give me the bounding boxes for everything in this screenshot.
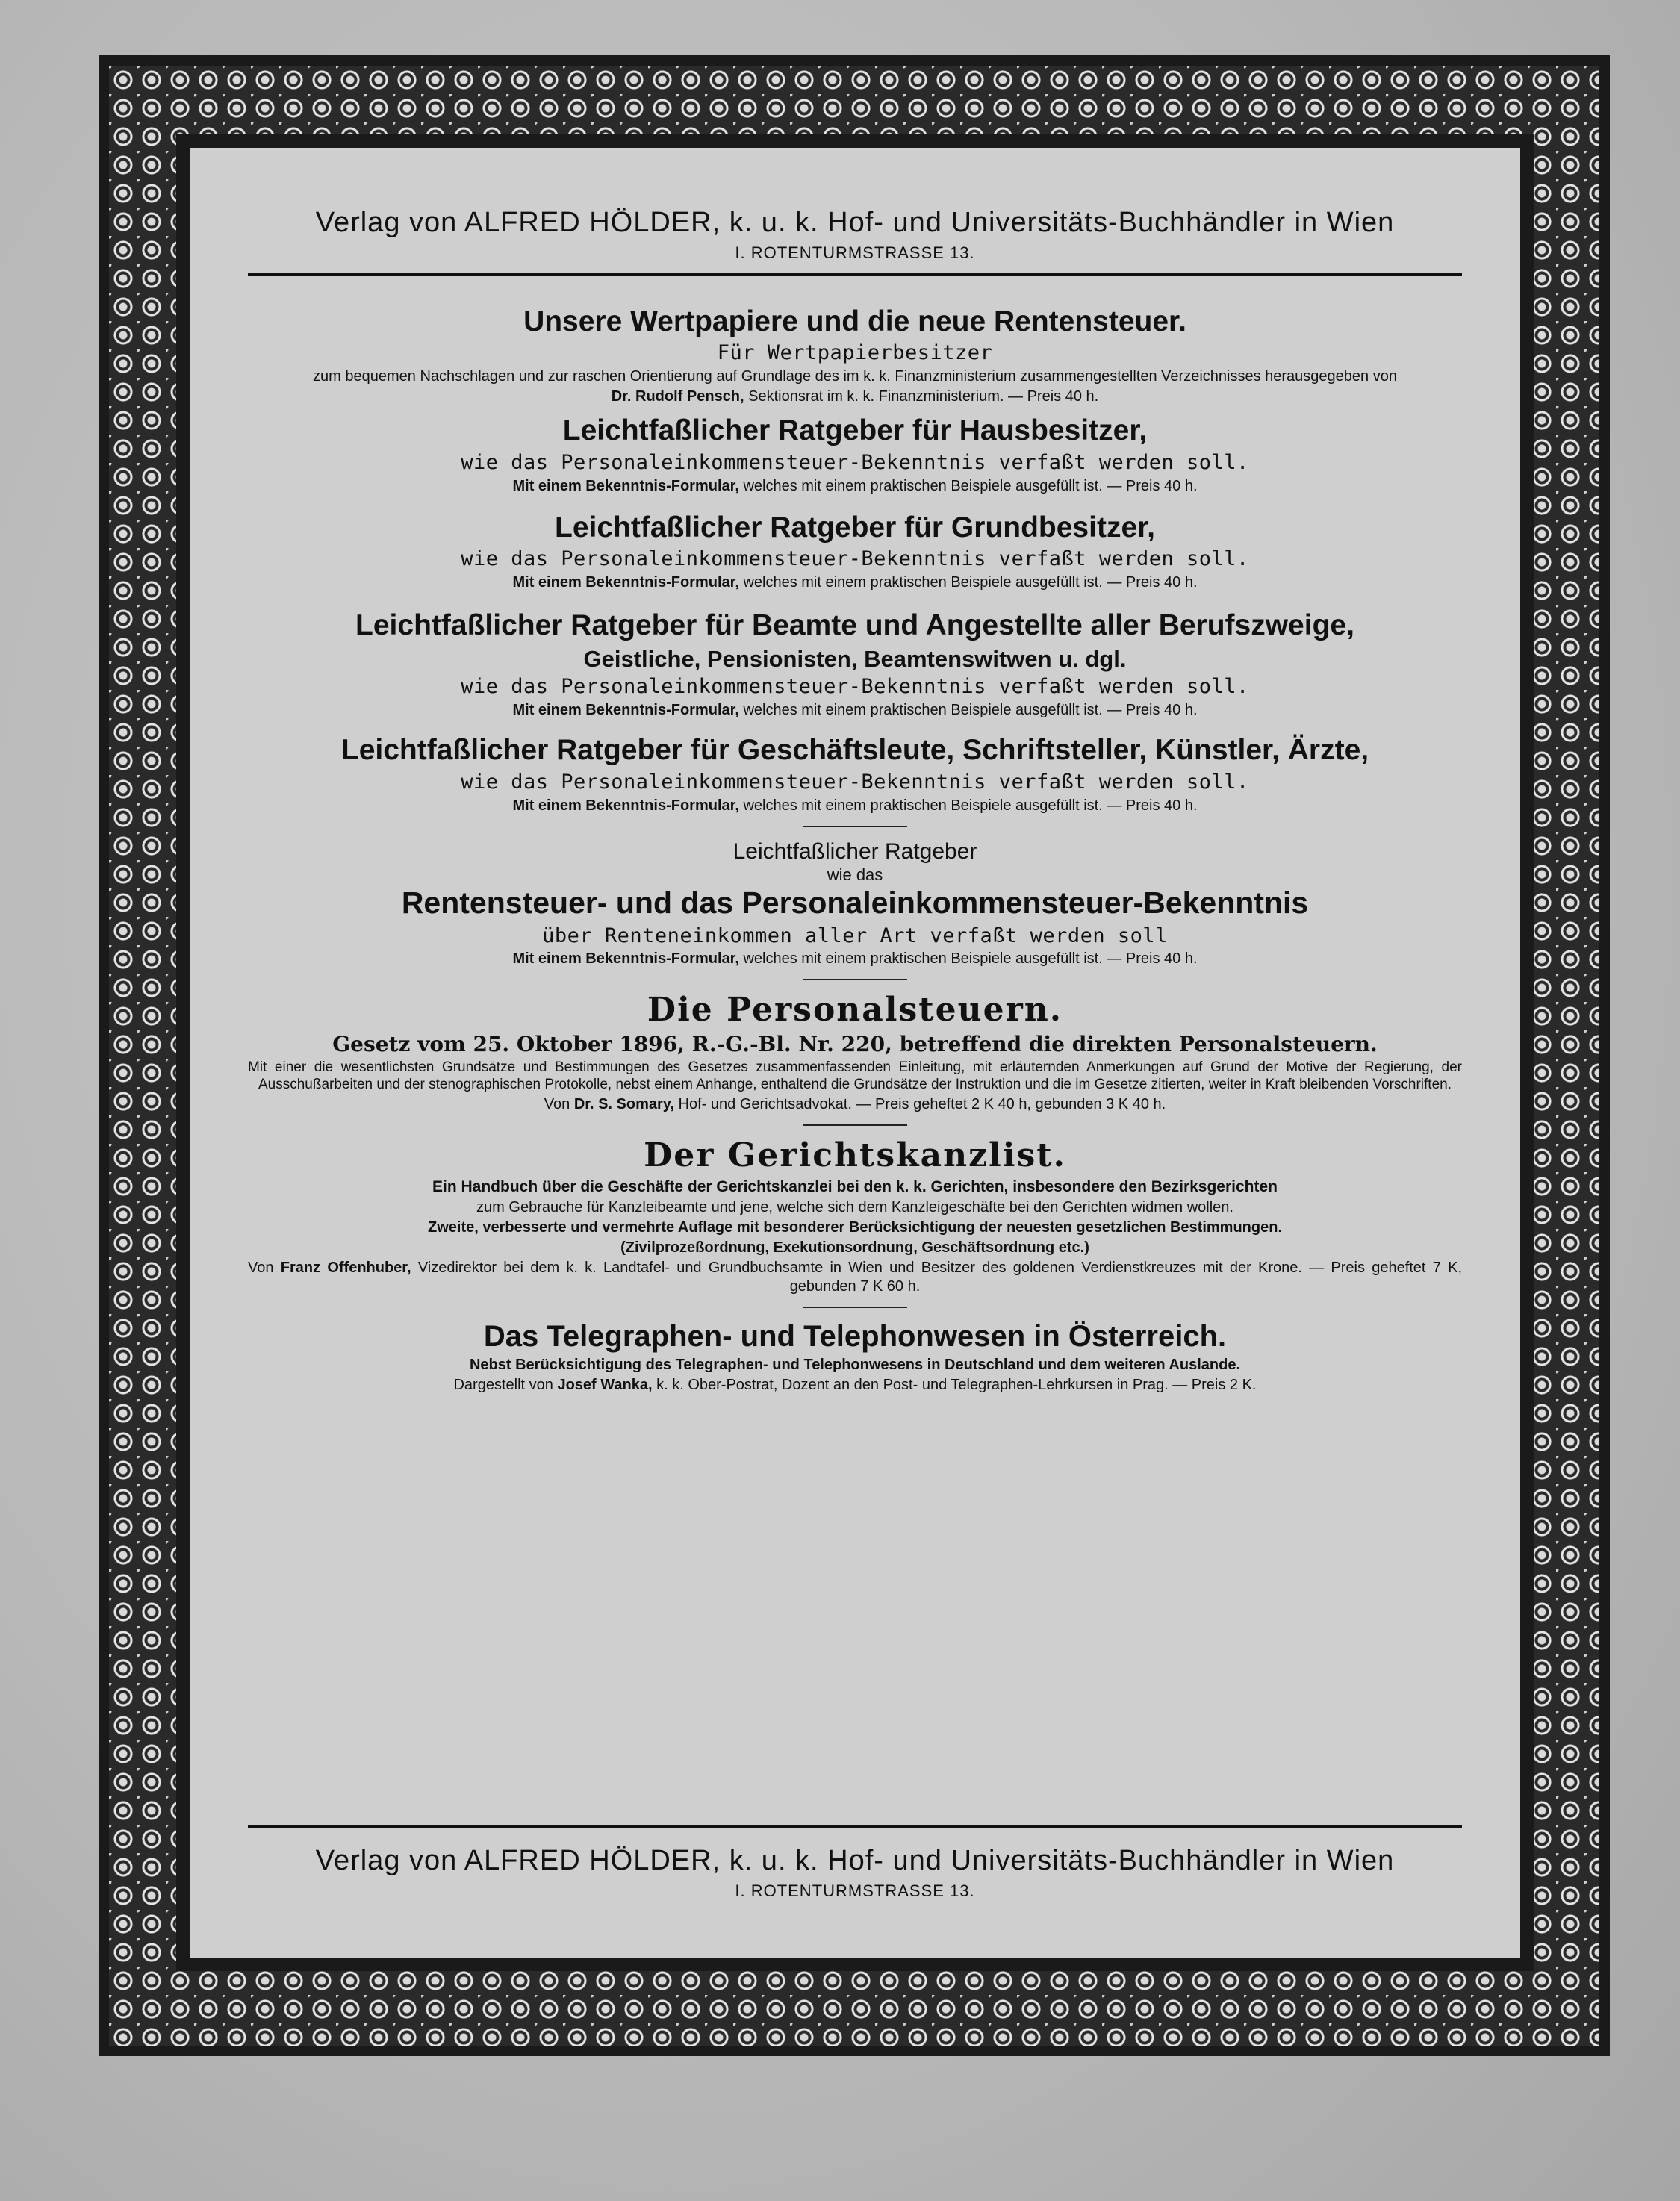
- separator-rule: [803, 1124, 907, 1126]
- book-grundbesitzer: [248, 511, 1462, 593]
- book-formular-line: [248, 950, 1462, 968]
- book-rentensteuer-bekenntnis: [248, 838, 1462, 969]
- book-line: über Renteneinkommen aller Art verfaßt werden soll: [542, 924, 1168, 947]
- book-author: Franz Offenhuber,: [280, 1260, 411, 1277]
- book-author: Josef Wanka,: [557, 1377, 653, 1394]
- book-formular-rest: welches mit einem praktischen Beispiele ausgefüllt ist. — Preis 40 h.: [743, 701, 1198, 718]
- footer: [248, 1825, 1462, 1901]
- book-line: wie das Personaleinkommensteuer-Bekenntnis verfaßt werden soll.: [461, 450, 1249, 474]
- book-author: Dr. Rudolf Pensch,: [611, 388, 744, 405]
- book-formular: Mit einem Bekenntnis-Formular,: [512, 950, 739, 968]
- book-subtitle: Geistliche, Pensionisten, Beamtenswitwen u. dgl.: [583, 646, 1127, 673]
- book-formular-line: [248, 573, 1462, 592]
- header-address: I. ROTENTURMSTRASSE 13.: [735, 243, 975, 262]
- separator-rule: [803, 826, 907, 827]
- book-author-rest: Vizedirektor bei dem k. k. Landtafel- und Grundbuchsamte in Wien und Besitzer des goldenen Verdienstkreuzes mit der Krone. — Preis geheftet 7 K, gebunden 7 K 60 h.: [417, 1260, 1463, 1295]
- book-subtitle: Für Wertpapierbesitzer: [717, 341, 993, 365]
- book-formular-rest: welches mit einem praktischen Beispiele ausgefüllt ist. — Preis 40 h.: [743, 950, 1198, 968]
- book-author-pre: Von: [544, 1096, 570, 1113]
- book-author-rest: k. k. Ober-Postrat, Dozent an den Post- und Telegraphen-Lehrkursen in Prag. — Preis 2 K.: [656, 1377, 1257, 1394]
- book-line: wie das Personaleinkommensteuer-Bekenntnis verfaßt werden soll.: [461, 675, 1249, 699]
- book-gerichtskanzlist: [248, 1136, 1462, 1296]
- book-telegraphen: [248, 1319, 1462, 1395]
- book-author-line: [248, 387, 1462, 406]
- book-rentensteuer: [248, 305, 1462, 407]
- separator-rule: [803, 1307, 907, 1308]
- book-author-line: [248, 1376, 1462, 1395]
- book-title: Rentensteuer- und das Personaleinkommensteuer-Bekenntnis: [401, 885, 1309, 921]
- book-formular: Mit einem Bekenntnis-Formular,: [512, 701, 739, 718]
- book-title: Leichtfaßlicher Ratgeber für Geschäftsleute, Schriftsteller, Künstler, Ärzte,: [340, 733, 1369, 766]
- book-line: wie das Personaleinkommensteuer-Bekenntnis verfaßt werden soll.: [461, 770, 1249, 794]
- book-formular-rest: welches mit einem praktischen Beispiele ausgefüllt ist. — Preis 40 h.: [743, 477, 1198, 494]
- book-description: Mit einer die wesentlichsten Grundsätze und Bestimmungen des Gesetzes zusammenfassenden Einleitung, mit erläuternden Anmerkungen auf Grund der Motive der Regierung, der Ausschußarbeiten und der stenographischen Protokolle, nebst einem Anhange, enthaltend die Grundsätze der Instruktion und die im Gesetze zitierten, weiter in Kraft bleibenden Vorschriften.: [248, 1059, 1462, 1093]
- book-pre-title: Leichtfaßlicher Ratgeber: [732, 838, 977, 864]
- book-author-rest: Sektionsrat im k. k. Finanzministerium. — Preis 40 h.: [748, 388, 1099, 405]
- book-subtitle: Gesetz vom 25. Oktober 1896, R.-G.-Bl. Nr. 220, betreffend die direkten Personalsteuern.: [332, 1032, 1378, 1057]
- book-line: wie das Personaleinkommensteuer-Bekenntnis verfaßt werden soll.: [461, 547, 1249, 571]
- book-author-pre: Dargestellt von: [453, 1377, 553, 1394]
- book-title: Leichtfaßlicher Ratgeber für Beamte und Angestellte aller Berufszweige,: [355, 609, 1354, 642]
- book-author-rest: Hof- und Gerichtsadvokat. — Preis geheftet 2 K 40 h, gebunden 3 K 40 h.: [678, 1096, 1166, 1113]
- book-edition: Zweite, verbesserte und vermehrte Auflage mit besonderer Berücksichtigung der neuesten gesetzlichen Bestimmungen.: [427, 1219, 1282, 1236]
- book-title: Leichtfaßlicher Ratgeber für Grundbesitzer,: [555, 511, 1155, 544]
- book-description: zum Gebrauche für Kanzleibeamte und jene, welche sich dem Kanzleigeschäfte bei den Gerichten widmen wollen.: [476, 1199, 1233, 1216]
- book-formular: Mit einem Bekenntnis-Formular,: [512, 477, 739, 494]
- book-edition-detail: (Zivilprozeßordnung, Exekutionsordnung, Geschäftsordnung etc.): [620, 1239, 1089, 1257]
- header-publisher: Verlag von ALFRED HÖLDER, k. u. k. Hof- und Universitäts-Buchhändler in Wien: [315, 207, 1395, 238]
- book-description: zum bequemen Nachschlagen und zur raschen Orientierung auf Grundlage des im k. k. Finanzministerium zusammengestellten Verzeichnisses herausgegeben von: [313, 368, 1397, 385]
- book-geschaeftsleute: [248, 733, 1462, 815]
- separator-rule: [803, 979, 907, 980]
- book-formular: Mit einem Bekenntnis-Formular,: [512, 574, 739, 591]
- header-rule: [248, 273, 1462, 276]
- book-pre-title-2: wie das: [827, 865, 883, 885]
- book-formular-line: [248, 701, 1462, 720]
- book-formular: Mit einem Bekenntnis-Formular,: [512, 797, 739, 814]
- book-author-pre: Von: [248, 1260, 274, 1277]
- book-formular-line: [248, 797, 1462, 815]
- advertisement-panel: [190, 148, 1520, 1958]
- book-title: Unsere Wertpapiere und die neue Rentensteuer.: [523, 305, 1186, 337]
- footer-publisher: Verlag von ALFRED HÖLDER, k. u. k. Hof- und Universitäts-Buchhändler in Wien: [315, 1845, 1395, 1877]
- book-formular-rest: welches mit einem praktischen Beispiele ausgefüllt ist. — Preis 40 h.: [743, 574, 1198, 591]
- book-title: Der Gerichtskanzlist.: [644, 1136, 1066, 1175]
- book-personalsteuern: [248, 991, 1462, 1114]
- book-author-line: [248, 1259, 1462, 1296]
- book-title: Die Personalsteuern.: [647, 991, 1063, 1030]
- book-formular-line: [248, 477, 1462, 496]
- book-title: Leichtfaßlicher Ratgeber für Hausbesitzer,: [562, 414, 1148, 447]
- book-formular-rest: welches mit einem praktischen Beispiele ausgefüllt ist. — Preis 40 h.: [743, 797, 1198, 814]
- book-subtitle: Nebst Berücksichtigung des Telegraphen- und Telephonwesens in Deutschland und dem weiteren Auslande.: [469, 1357, 1241, 1374]
- book-author: Dr. S. Somary,: [573, 1096, 674, 1113]
- book-hausbesitzer: [248, 414, 1462, 496]
- book-author-line: [248, 1095, 1462, 1114]
- book-subtitle: Ein Handbuch über die Geschäfte der Gerichtskanzlei bei den k. k. Gerichten, insbesondere den Bezirksgerichten: [432, 1178, 1278, 1196]
- book-beamte: [248, 608, 1462, 720]
- header: [248, 206, 1462, 276]
- advertisement-content: [248, 206, 1462, 1901]
- footer-rule: [248, 1825, 1462, 1828]
- footer-address: I. ROTENTURMSTRASSE 13.: [735, 1881, 975, 1900]
- book-title: Das Telegraphen- und Telephonwesen in Österreich.: [483, 1320, 1227, 1354]
